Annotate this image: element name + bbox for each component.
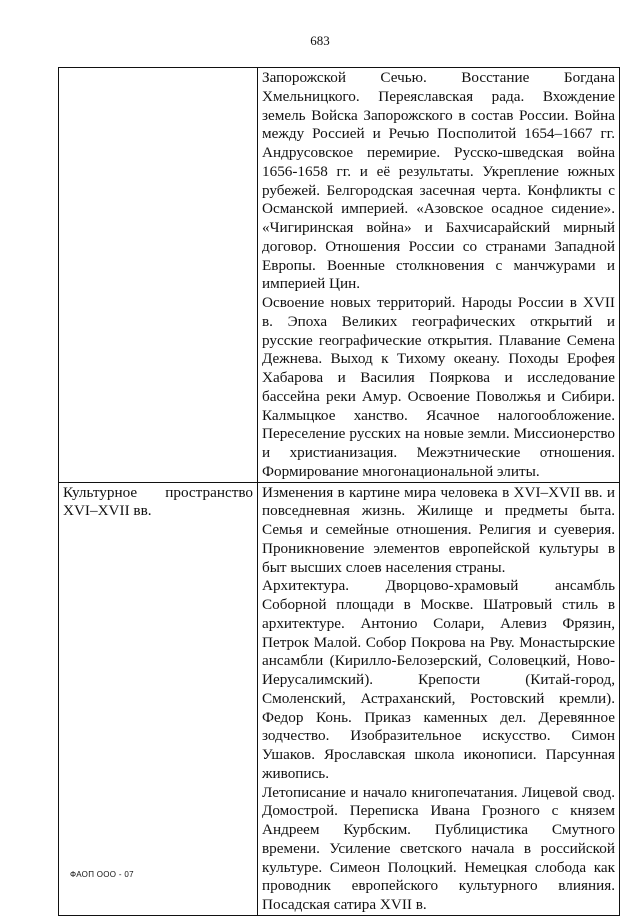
content-paragraph: Изменения в картине мира человека в XVI–XVII вв. и повседневная жизнь. Жилище и предметы быта. Семья и семейные отношения. Религия и суеверия. Проникновение элементов европейской культуры в быт высших слоев населения страны. bbox=[262, 483, 615, 576]
content-cell bbox=[258, 482, 620, 915]
document-footer: ФАОП ООО - 07 bbox=[70, 870, 134, 879]
curriculum-table bbox=[58, 67, 620, 916]
page-number: 683 bbox=[310, 33, 330, 48]
table-row bbox=[59, 482, 620, 915]
content-paragraph: Архитектура. Дворцово-храмовый ансамбль Соборной площади в Москве. Шатровый стиль в архитектуре. Антонио Солари, Алевиз Фрязин, Петрок Малой. Собор Покрова на Рву. Монастырские ансамбли (Кирилло-Белозерский, Соловецкий, Ново-Иерусалимский). Крепости (Китай-город, Смоленский, Астраханский, Ростовский кремли). Федор Конь. Приказ каменных дел. Деревянное зодчество. Изобразительное искусство. Симон Ушаков. Ярославская школа иконописи. Парсунная живопись. bbox=[262, 577, 615, 782]
content-paragraph: Запорожской Сечью. Восстание Богдана Хмельницкого. Переяславская рада. Вхождение земель Войска Запорожского в состав России. Война между Россией и Речью Посполитой 1654–1667 гг. Андрусовское перемирие. Русско-шведская война 1656-1658 гг. и её результаты. Укрепление южных рубежей. Белгородская засечная черта. Конфликты с Османской империей. «Азовское осадное сидение». «Чигиринская война» и Бахчисарайский мирный договор. Отношения России со странами Западной Европы. Военные столкновения с манчжурами и империей Цин. bbox=[262, 69, 615, 293]
content-cell bbox=[258, 68, 620, 483]
content-paragraph: Летописание и начало книгопечатания. Лицевой свод. Домострой. Переписка Ивана Грозного с князем Андреем Курбским. Публицистика Смутного времени. Усиление светского начала в российской культуре. Симеон Полоцкий. Немецкая слобода как проводник европейского культурного влияния. Посадская сатира XVII в. bbox=[262, 783, 615, 913]
table-row bbox=[59, 68, 620, 483]
topic-cell bbox=[59, 68, 258, 483]
content-paragraph: Освоение новых территорий. Народы России в XVII в. Эпоха Великих географических открытий и русские географические открытия. Плавание Семена Дежнева. Выход к Тихому океану. Походы Ерофея Хабарова и Василия Пояркова и исследование бассейна реки Амур. Освоение Поволжья и Сибири. Калмыцкое ханство. Ясачное налогообложение. Переселение русских на новые земли. Миссионерство и христианизация. Межэтнические отношения. Формирование многонациональной элиты. bbox=[262, 294, 615, 480]
topic-title: Культурное пространство XVI–XVII вв. bbox=[63, 483, 253, 520]
topic-cell bbox=[59, 482, 258, 915]
